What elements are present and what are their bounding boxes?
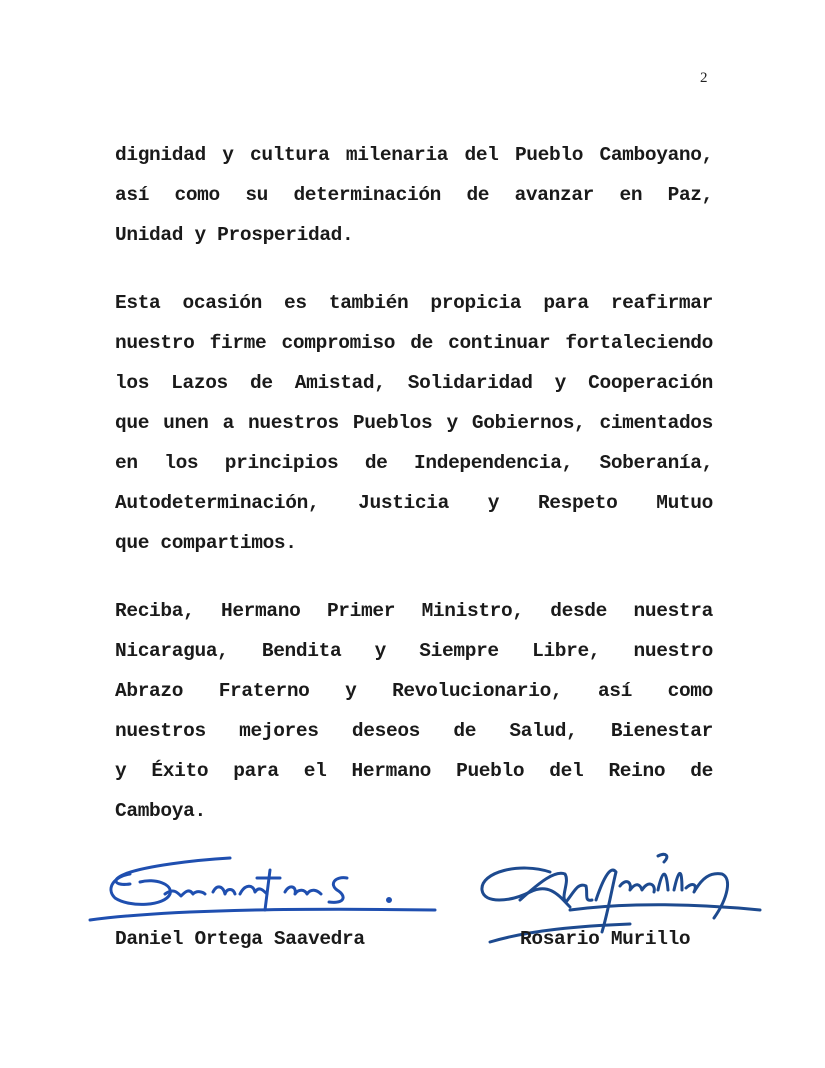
signatory-name-left: Daniel Ortega Saavedra xyxy=(115,928,365,950)
text-line: nuestros mejores deseos de Salud, Bienestar xyxy=(115,720,713,742)
text-line: así como su determinación de avanzar en Paz, xyxy=(115,184,713,206)
text-line: nuestro firme compromiso de continuar fortaleciendo xyxy=(115,332,713,354)
text-line: Abrazo Fraterno y Revolucionario, así como xyxy=(115,680,713,702)
paragraph-3 xyxy=(115,591,713,831)
text-line: Autodeterminación, Justicia y Respeto Mutuo xyxy=(115,492,713,514)
text-line: Camboya. xyxy=(115,800,206,822)
page-number: 2 xyxy=(700,70,708,86)
signature-daniel-ortega-icon xyxy=(85,848,455,928)
text-line: que unen a nuestros Pueblos y Gobiernos, cimentados xyxy=(115,412,713,434)
text-line: en los principios de Independencia, Soberanía, xyxy=(115,452,713,474)
text-line: dignidad y cultura milenaria del Pueblo Camboyano, xyxy=(115,144,713,166)
text-line: los Lazos de Amistad, Solidaridad y Cooperación xyxy=(115,372,713,394)
paragraph-2 xyxy=(115,283,713,563)
text-line: Unidad y Prosperidad. xyxy=(115,224,354,246)
text-line: que compartimos. xyxy=(115,532,297,554)
text-line: Esta ocasión es también propicia para reafirmar xyxy=(115,292,713,314)
text-line: Reciba, Hermano Primer Ministro, desde nuestra xyxy=(115,600,713,622)
signatory-name-right: Rosario Murillo xyxy=(520,928,691,950)
text-line: y Éxito para el Hermano Pueblo del Reino de xyxy=(115,760,713,782)
paragraph-1 xyxy=(115,135,713,255)
text-line: Nicaragua, Bendita y Siempre Libre, nuestro xyxy=(115,640,713,662)
